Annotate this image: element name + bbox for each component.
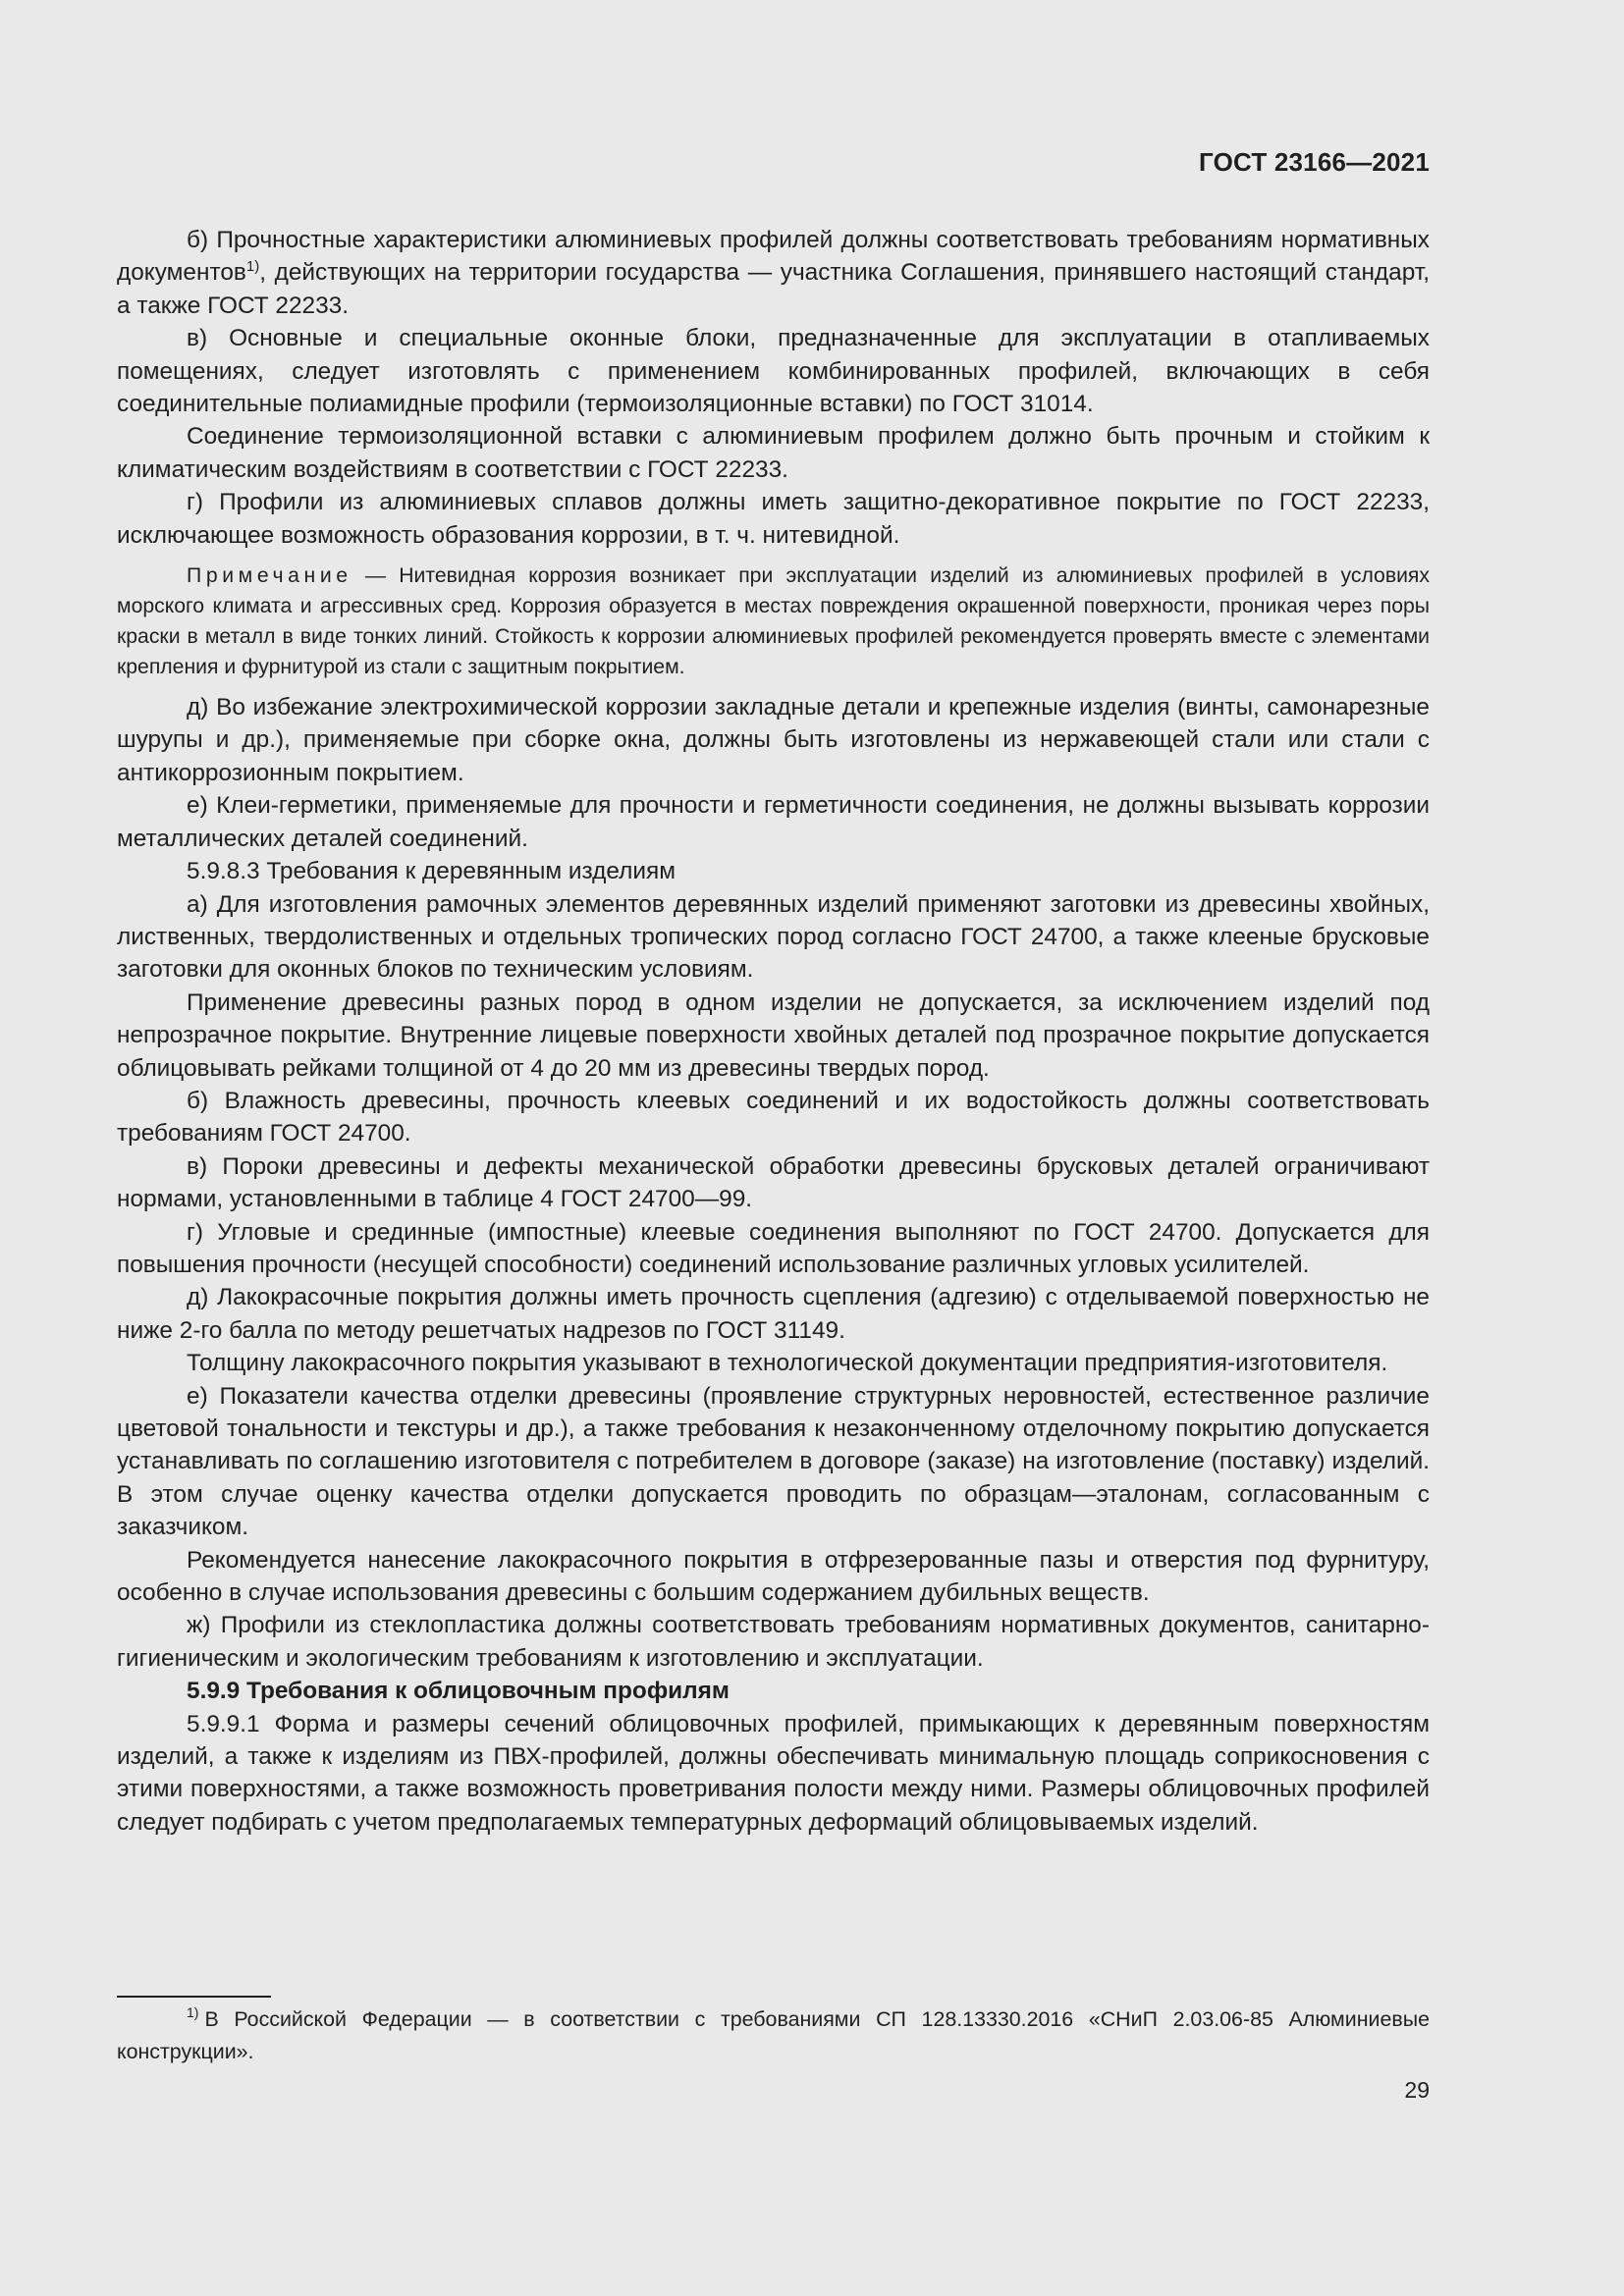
footnote-divider bbox=[117, 1996, 271, 1998]
standard-code-header: ГОСТ 23166—2021 bbox=[1199, 147, 1430, 177]
page-number: 29 bbox=[1404, 2077, 1430, 2103]
paragraph-a-wood-blanks: а) Для изготовления рамочных элементов деревянных изделий применяют заготовки из древесины хвойных, лиственных, твердолиственных и отдельных тропических пород согласно ГОСТ 24700, а также клееные брусковые заготовки для оконных блоков по техническим условиям. bbox=[117, 890, 1430, 984]
paragraph-g-protective-coating: г) Профили из алюминиевых сплавов должны иметь защитно-декоративное покрытие по ГОСТ 22233, исключающее возможность образования коррозии, в т. ч. нитевидной. bbox=[117, 489, 1430, 549]
footnote-marker: 1) bbox=[187, 2004, 199, 2020]
footnote bbox=[117, 2003, 1430, 2068]
paragraph-v-wood-defects: в) Пороки древесины и дефекты механической обработки древесины брусковых деталей ограничивают нормами, установленными в таблице 4 ГОСТ 24700—99. bbox=[117, 1152, 1430, 1213]
paragraph-v-window-blocks: в) Основные и специальные оконные блоки, предназначенные для эксплуатации в отапливаемых помещениях, следует изготовлять с применением комбинированных профилей, включающих в себя соединительные полиамидные профили (термоизоляционные вставки) по ГОСТ 31014. bbox=[117, 325, 1430, 418]
paragraph-text: б) Прочностные характеристики алюминиевых профилей должны соответствовать требованиям нормативных документов bbox=[117, 227, 1430, 287]
paragraph-thermal-insert: Соединение термоизоляционной вставки с алюминиевым профилем должно быть прочным и стойким к климатическим воздействиям в соответствии с ГОСТ 22233. bbox=[117, 423, 1430, 483]
paragraph-zh-fiberglass: ж) Профили из стеклопластика должны соответствовать требованиям нормативных документов, санитарно-гигиеническим и экологическим требованиям к изготовлению и эксплуатации. bbox=[117, 1612, 1430, 1672]
paragraph-wood-species: Применение древесины разных пород в одном изделии не допускается, за исключением изделий под непрозрачное покрытие. Внутренние лицевые поверхности хвойных деталей под прозрачное покрытие допускается облицовывать рейками толщиной от 4 до 20 мм из древесины твердых пород. bbox=[117, 988, 1430, 1082]
paragraph-paint-grooves: Рекомендуется нанесение лакокрасочного покрытия в отфрезерованные пазы и отверстия под фурнитуру, особенно в случае использования древесины с большим содержанием дубильных веществ. bbox=[117, 1546, 1430, 1607]
footnote-reference: 1) bbox=[245, 258, 260, 276]
paragraph-e-sealants: е) Клеи-герметики, применяемые для прочности и герметичности соединения, не должны вызывать коррозии металлических деталей соединений. bbox=[117, 792, 1430, 852]
footnote-text: В Российской Федерации — в соответствии с требованиями СП 128.13330.2016 «СНиП 2.03.06-85 Алюминиевые конструкции». bbox=[117, 2007, 1430, 2063]
paragraph-5-9-9-1-cladding: 5.9.9.1 Форма и размеры сечений облицовочных профилей, примыкающих к деревянным поверхностям изделий, а также к изделиям из ПВХ-профилей, должны обеспечивать минимальную площадь соприкосновения с этими поверхностями, а также возможность проветривания полости между ними. Размеры облицовочных профилей следует подбирать с учетом предполагаемых температурных деформаций облицовываемых изделий. bbox=[117, 1710, 1430, 1836]
paragraph-g-glued-joints: г) Угловые и срединные (импостные) клеевые соединения выполняют по ГОСТ 24700. Допускается для повышения прочности (несущей способности) соединений использование различных угловых усилителей. bbox=[117, 1218, 1430, 1278]
paragraph-b-wood-moisture: б) Влажность древесины, прочность клеевых соединений и их водостойкость должны соответствовать требованиям ГОСТ 24700. bbox=[117, 1087, 1430, 1148]
section-heading-5-9-9: 5.9.9 Требования к облицовочным профилям bbox=[187, 1678, 730, 1705]
note-text: — Нитевидная коррозия возникает при эксплуатации изделий из алюминиевых профилей в условиях морского климата и агрессивных сред. Коррозия образуется в местах повреждения окрашенной поверхности, проникая через поры краски в металл в виде тонких линий. Стойкость к коррозии алюминиевых профилей рекомендуется проверять вместе с элементами крепления и фурнитурой из стали с защитным покрытием. bbox=[117, 564, 1430, 679]
paragraph-text: , действующих на территории государства — участника Соглашения, принявшего настоящий стандарт, а также ГОСТ 22233. bbox=[117, 259, 1430, 319]
note-label: Примечание bbox=[187, 564, 352, 588]
paragraph-e-finish-quality: е) Показатели качества отделки древесины (проявление структурных неровностей, естественное различие цветовой тональности и текстуры и др.), а также требования к незаконченному отделочному покрытию допускается устанавливать по соглашению изготовителя с потребителем в договоре (заказе) на изготовление (поставку) изделий. В этом случае оценку качества отделки допускается проводить по образцам—эталонам, согласованным с заказчиком. bbox=[117, 1382, 1430, 1541]
paragraph-d-corrosion-fasteners: д) Во избежание электрохимической коррозии закладные детали и крепежные изделия (винты, самонарезные шурупы и др.), применяемые при сборке окна, должны быть изготовлены из нержавеющей стали или стали с антикоррозионным покрытием. bbox=[117, 694, 1430, 786]
paragraph-b-aluminium-strength bbox=[117, 224, 1430, 322]
section-heading-5-9-8-3: 5.9.8.3 Требования к деревянным изделиям bbox=[187, 858, 676, 885]
main-content bbox=[117, 224, 1430, 1839]
note-block bbox=[117, 561, 1430, 682]
paragraph-d-paint-adhesion: д) Лакокрасочные покрытия должны иметь прочность сцепления (адгезию) с отделываемой поверхностью не ниже 2-го балла по методу решетчатых надрезов по ГОСТ 31149. bbox=[117, 1284, 1430, 1344]
paragraph-paint-thickness: Толщину лакокрасочного покрытия указывают в технологической документации предприятия-изготовителя. bbox=[187, 1350, 1388, 1377]
